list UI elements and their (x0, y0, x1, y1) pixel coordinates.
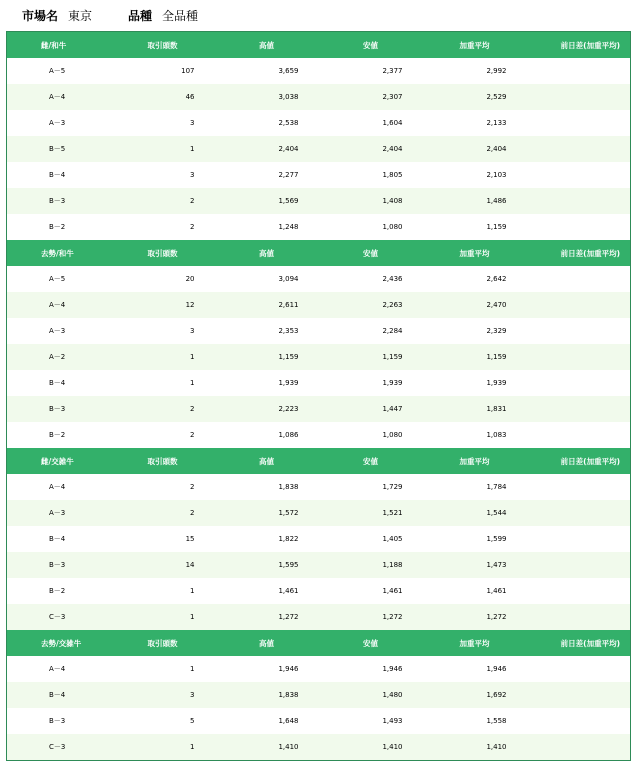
cell-avg: 2,329 (423, 318, 527, 344)
cell-diff (527, 578, 631, 604)
table-row (7, 214, 631, 240)
cell-high: 1,572 (215, 500, 319, 526)
cell-high: 1,648 (215, 708, 319, 734)
cell-diff (527, 188, 631, 214)
table-row (7, 396, 631, 422)
cell-count: 3 (111, 318, 215, 344)
cell-grade: A－3 (7, 500, 111, 526)
cell-grade: B－4 (7, 162, 111, 188)
cell-diff (527, 292, 631, 318)
cell-count: 3 (111, 110, 215, 136)
cell-low: 1,493 (319, 708, 423, 734)
cell-diff (527, 318, 631, 344)
cell-count: 1 (111, 136, 215, 162)
cell-grade: A－4 (7, 84, 111, 110)
cell-grade: B－4 (7, 682, 111, 708)
cell-grade: A－3 (7, 110, 111, 136)
cell-avg: 1,939 (423, 370, 527, 396)
cell-grade: A－2 (7, 344, 111, 370)
table-row (7, 344, 631, 370)
table-row (7, 266, 631, 292)
cell-high: 3,094 (215, 266, 319, 292)
table-row (7, 136, 631, 162)
cell-count: 2 (111, 422, 215, 448)
cell-low: 1,729 (319, 474, 423, 500)
cell-high: 1,410 (215, 734, 319, 761)
column-header: 前日差(加重平均) (527, 448, 631, 474)
cell-avg: 1,486 (423, 188, 527, 214)
group-title: 去勢/交雑牛 (7, 630, 111, 656)
cell-high: 2,611 (215, 292, 319, 318)
cell-high: 1,822 (215, 526, 319, 552)
table-row (7, 708, 631, 734)
cell-high: 3,038 (215, 84, 319, 110)
cell-avg: 1,831 (423, 396, 527, 422)
column-header: 加重平均 (423, 448, 527, 474)
cell-high: 1,595 (215, 552, 319, 578)
cell-count: 2 (111, 500, 215, 526)
cell-low: 1,080 (319, 214, 423, 240)
cell-high: 2,353 (215, 318, 319, 344)
table-row (7, 526, 631, 552)
cell-count: 107 (111, 58, 215, 84)
cell-grade: A－5 (7, 266, 111, 292)
cell-grade: A－4 (7, 292, 111, 318)
cell-count: 14 (111, 552, 215, 578)
column-header: 高値 (215, 240, 319, 266)
cell-high: 1,946 (215, 656, 319, 682)
group-title: 雌/和牛 (7, 32, 111, 59)
table-row (7, 656, 631, 682)
cell-grade: B－2 (7, 422, 111, 448)
cell-high: 1,086 (215, 422, 319, 448)
table-row (7, 552, 631, 578)
cell-low: 1,461 (319, 578, 423, 604)
cell-high: 2,404 (215, 136, 319, 162)
group-header-row (7, 32, 631, 59)
cell-low: 2,284 (319, 318, 423, 344)
cell-avg: 1,544 (423, 500, 527, 526)
table-row (7, 500, 631, 526)
column-header: 高値 (215, 32, 319, 59)
cell-avg: 2,529 (423, 84, 527, 110)
cell-high: 3,659 (215, 58, 319, 84)
cell-count: 3 (111, 162, 215, 188)
cell-avg: 1,558 (423, 708, 527, 734)
cell-grade: B－4 (7, 370, 111, 396)
column-header: 安値 (319, 32, 423, 59)
cell-diff (527, 162, 631, 188)
cell-low: 1,604 (319, 110, 423, 136)
cell-avg: 2,992 (423, 58, 527, 84)
cell-low: 2,307 (319, 84, 423, 110)
cell-diff (527, 422, 631, 448)
cell-diff (527, 682, 631, 708)
cell-low: 1,521 (319, 500, 423, 526)
cell-diff (527, 526, 631, 552)
cell-high: 2,277 (215, 162, 319, 188)
group-header-row (7, 448, 631, 474)
cell-diff (527, 58, 631, 84)
cell-high: 1,838 (215, 682, 319, 708)
cell-avg: 1,083 (423, 422, 527, 448)
table-row (7, 292, 631, 318)
cell-avg: 2,103 (423, 162, 527, 188)
cell-grade: C－3 (7, 734, 111, 761)
cell-low: 1,080 (319, 422, 423, 448)
cell-low: 1,272 (319, 604, 423, 630)
cell-avg: 1,410 (423, 734, 527, 761)
cell-avg: 1,159 (423, 344, 527, 370)
cell-low: 2,377 (319, 58, 423, 84)
cell-low: 2,404 (319, 136, 423, 162)
cell-count: 1 (111, 370, 215, 396)
cell-avg: 1,946 (423, 656, 527, 682)
cell-diff (527, 708, 631, 734)
market-value: 東京 (68, 8, 93, 23)
price-table (6, 31, 631, 761)
cell-high: 2,223 (215, 396, 319, 422)
cell-diff (527, 214, 631, 240)
cell-grade: A－5 (7, 58, 111, 84)
market-label: 市場名 (22, 8, 59, 23)
cell-count: 2 (111, 474, 215, 500)
cell-grade: B－4 (7, 526, 111, 552)
cell-low: 2,436 (319, 266, 423, 292)
cell-avg: 1,599 (423, 526, 527, 552)
column-header: 前日差(加重平均) (527, 630, 631, 656)
table-row (7, 604, 631, 630)
table-row (7, 84, 631, 110)
cell-low: 1,408 (319, 188, 423, 214)
cell-grade: B－2 (7, 578, 111, 604)
cell-count: 2 (111, 188, 215, 214)
cell-diff (527, 474, 631, 500)
cell-grade: A－4 (7, 474, 111, 500)
table-row (7, 188, 631, 214)
column-header: 前日差(加重平均) (527, 32, 631, 59)
cell-grade: B－3 (7, 188, 111, 214)
cell-count: 1 (111, 578, 215, 604)
cell-avg: 2,642 (423, 266, 527, 292)
table-row (7, 422, 631, 448)
cell-diff (527, 136, 631, 162)
group-title: 去勢/和牛 (7, 240, 111, 266)
table-row (7, 578, 631, 604)
cell-high: 2,538 (215, 110, 319, 136)
table-row (7, 162, 631, 188)
cell-diff (527, 266, 631, 292)
cell-low: 1,805 (319, 162, 423, 188)
cell-avg: 1,272 (423, 604, 527, 630)
cell-diff (527, 84, 631, 110)
cell-high: 1,248 (215, 214, 319, 240)
column-header: 高値 (215, 630, 319, 656)
cell-high: 1,569 (215, 188, 319, 214)
cell-high: 1,272 (215, 604, 319, 630)
cell-avg: 1,692 (423, 682, 527, 708)
cell-count: 2 (111, 214, 215, 240)
cell-low: 2,263 (319, 292, 423, 318)
cell-high: 1,159 (215, 344, 319, 370)
cell-low: 1,939 (319, 370, 423, 396)
column-header: 高値 (215, 448, 319, 474)
cell-high: 1,838 (215, 474, 319, 500)
table-row (7, 110, 631, 136)
column-header: 加重平均 (423, 240, 527, 266)
cell-diff (527, 604, 631, 630)
cell-diff (527, 344, 631, 370)
cell-grade: A－3 (7, 318, 111, 344)
cell-avg: 2,404 (423, 136, 527, 162)
column-header: 安値 (319, 448, 423, 474)
cell-diff (527, 396, 631, 422)
cell-high: 1,939 (215, 370, 319, 396)
table-row (7, 474, 631, 500)
cell-count: 15 (111, 526, 215, 552)
cell-count: 12 (111, 292, 215, 318)
cell-high: 1,461 (215, 578, 319, 604)
cell-diff (527, 110, 631, 136)
cell-diff (527, 552, 631, 578)
cell-low: 1,480 (319, 682, 423, 708)
cell-count: 1 (111, 734, 215, 761)
table-row (7, 682, 631, 708)
cell-count: 2 (111, 396, 215, 422)
cell-grade: A－4 (7, 656, 111, 682)
cell-low: 1,946 (319, 656, 423, 682)
cell-grade: B－3 (7, 396, 111, 422)
cell-avg: 1,461 (423, 578, 527, 604)
cell-avg: 2,133 (423, 110, 527, 136)
group-header-row (7, 240, 631, 266)
column-header: 安値 (319, 630, 423, 656)
cell-avg: 1,473 (423, 552, 527, 578)
column-header: 前日差(加重平均) (527, 240, 631, 266)
table-row (7, 734, 631, 761)
cell-diff (527, 500, 631, 526)
cell-low: 1,405 (319, 526, 423, 552)
column-header: 安値 (319, 240, 423, 266)
cell-count: 46 (111, 84, 215, 110)
table-row (7, 370, 631, 396)
group-header-row (7, 630, 631, 656)
cell-count: 1 (111, 344, 215, 370)
cell-count: 20 (111, 266, 215, 292)
cell-grade: C－3 (7, 604, 111, 630)
cell-diff (527, 734, 631, 761)
cell-diff (527, 370, 631, 396)
cell-grade: B－2 (7, 214, 111, 240)
cell-avg: 1,159 (423, 214, 527, 240)
cell-avg: 2,470 (423, 292, 527, 318)
cell-diff (527, 656, 631, 682)
cell-grade: B－5 (7, 136, 111, 162)
column-header: 取引頭数 (111, 630, 215, 656)
filter-header (0, 0, 636, 30)
cell-avg: 1,784 (423, 474, 527, 500)
cell-count: 1 (111, 604, 215, 630)
cell-count: 1 (111, 656, 215, 682)
column-header: 加重平均 (423, 32, 527, 59)
table-row (7, 58, 631, 84)
cell-grade: B－3 (7, 552, 111, 578)
cell-count: 3 (111, 682, 215, 708)
group-title: 雌/交雑牛 (7, 448, 111, 474)
column-header: 取引頭数 (111, 32, 215, 59)
column-header: 取引頭数 (111, 448, 215, 474)
cell-low: 1,159 (319, 344, 423, 370)
cell-count: 5 (111, 708, 215, 734)
cell-low: 1,188 (319, 552, 423, 578)
column-header: 加重平均 (423, 630, 527, 656)
cell-grade: B－3 (7, 708, 111, 734)
cell-low: 1,410 (319, 734, 423, 761)
cell-low: 1,447 (319, 396, 423, 422)
column-header: 取引頭数 (111, 240, 215, 266)
variety-value: 全品種 (162, 8, 199, 23)
table-row (7, 318, 631, 344)
variety-label: 品種 (128, 8, 153, 23)
